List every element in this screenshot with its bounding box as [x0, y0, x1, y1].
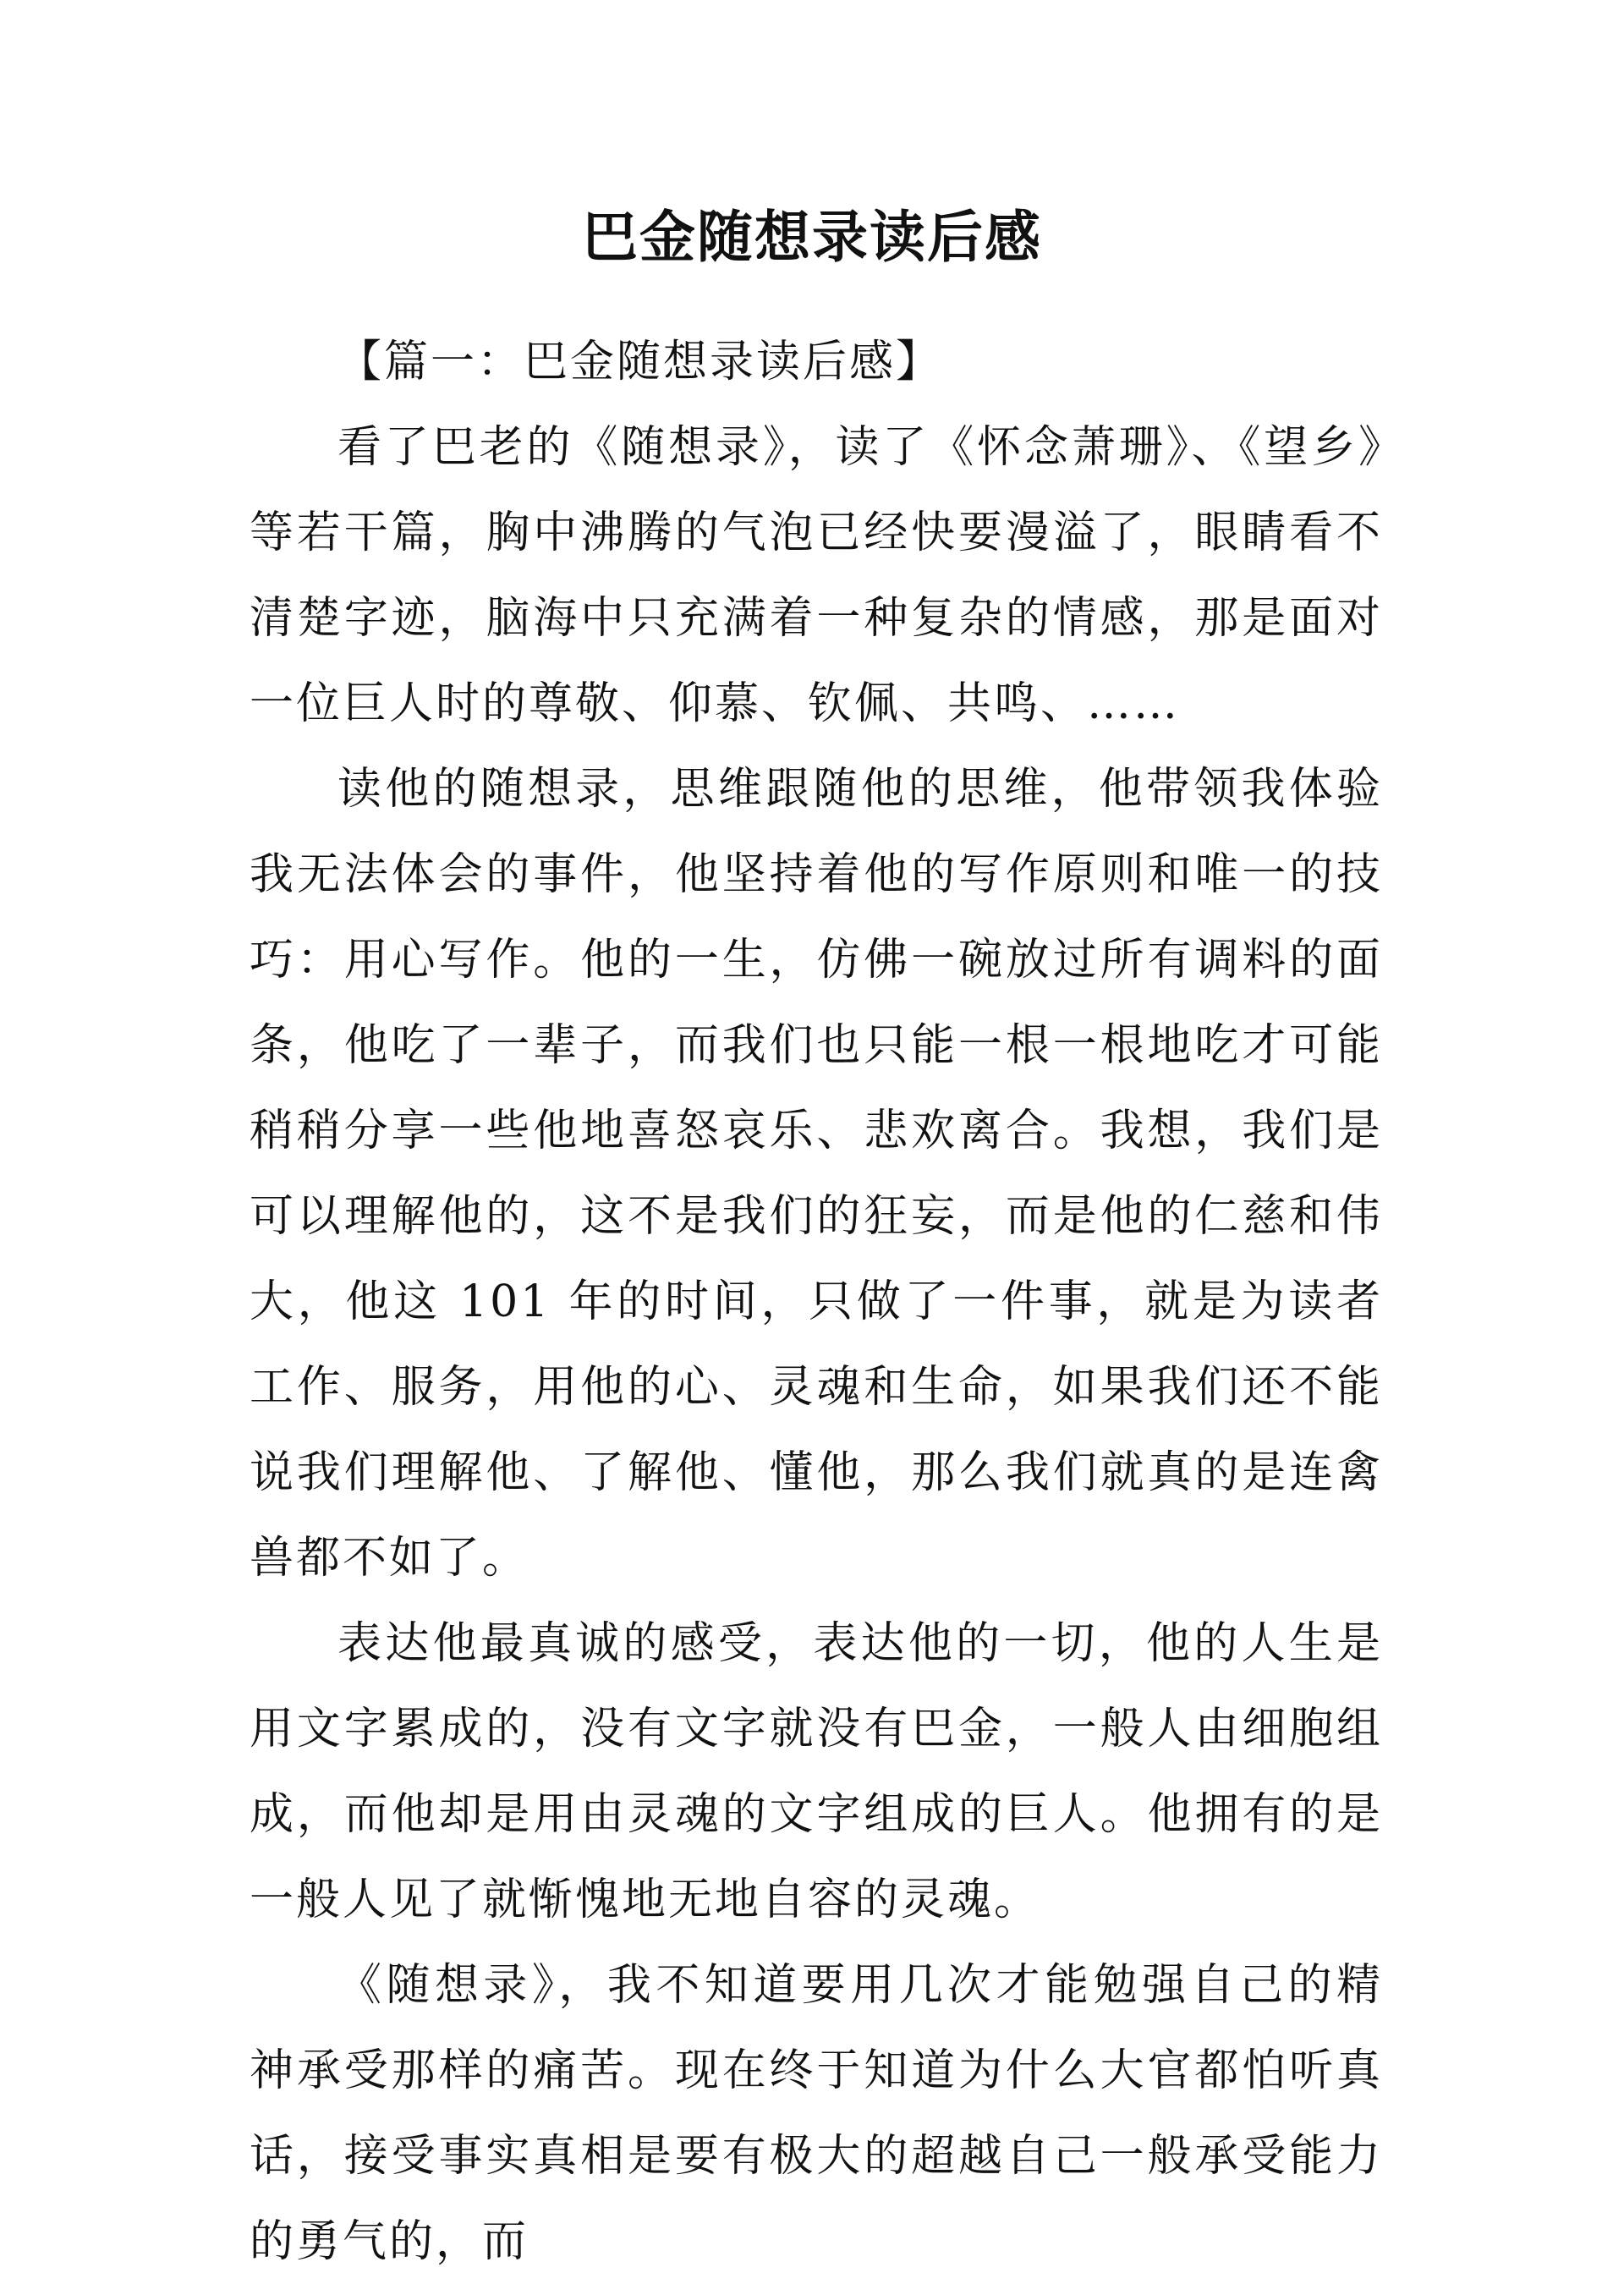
- paragraph-4: 《随想录》，我不知道要用几次才能勉强自己的精神承受那样的痛苦。现在终于知道为什么大官都怕听真话，接受事实真相是要有极大的超越自己一般承受能力的勇气的，而: [250, 1960, 1383, 2267]
- paragraph-3: 表达他最真诚的感受，表达他的一切，他的人生是用文字累成的，没有文字就没有巴金，一般人由细胞组成，而他却是用由灵魂的文字组成的巨人。他拥有的是一般人见了就惭愧地无地自容的灵魂。: [250, 1618, 1383, 1925]
- document-body: [250, 320, 1383, 2285]
- paragraph-2: 读他的随想录，思维跟随他的思维，他带领我体验我无法体会的事件，他坚持着他的写作原则和唯一的技巧：用心写作。他的一生，仿佛一碗放过所有调料的面条，他吃了一辈子，而我们也只能一根一根地吃才可能稍稍分享一些他地喜怒哀乐、悲欢离合。我想，我们是可以理解他的，这不是我们的狂妄，而是他的仁慈和伟大，他这 101 年的时间，只做了一件事，就是为读者工作、服务，用他的心、灵魂和生命，如果我们还不能说我们理解他、了解他、懂他，那么我们就真的是连禽兽都不如了。: [250, 764, 1383, 1584]
- paragraph-1: 看了巴老的《随想录》，读了《怀念萧珊》、《望乡》等若干篇，胸中沸腾的气泡已经快要漫溢了，眼睛看不清楚字迹，脑海中只充满着一种复杂的情感，那是面对一位巨人时的尊敬、仰慕、钦佩、共鸣、……: [250, 422, 1383, 729]
- document-title: 巴金随想录读后感: [582, 205, 1042, 270]
- section-heading: 【篇一：巴金随想录读后感】: [337, 337, 943, 387]
